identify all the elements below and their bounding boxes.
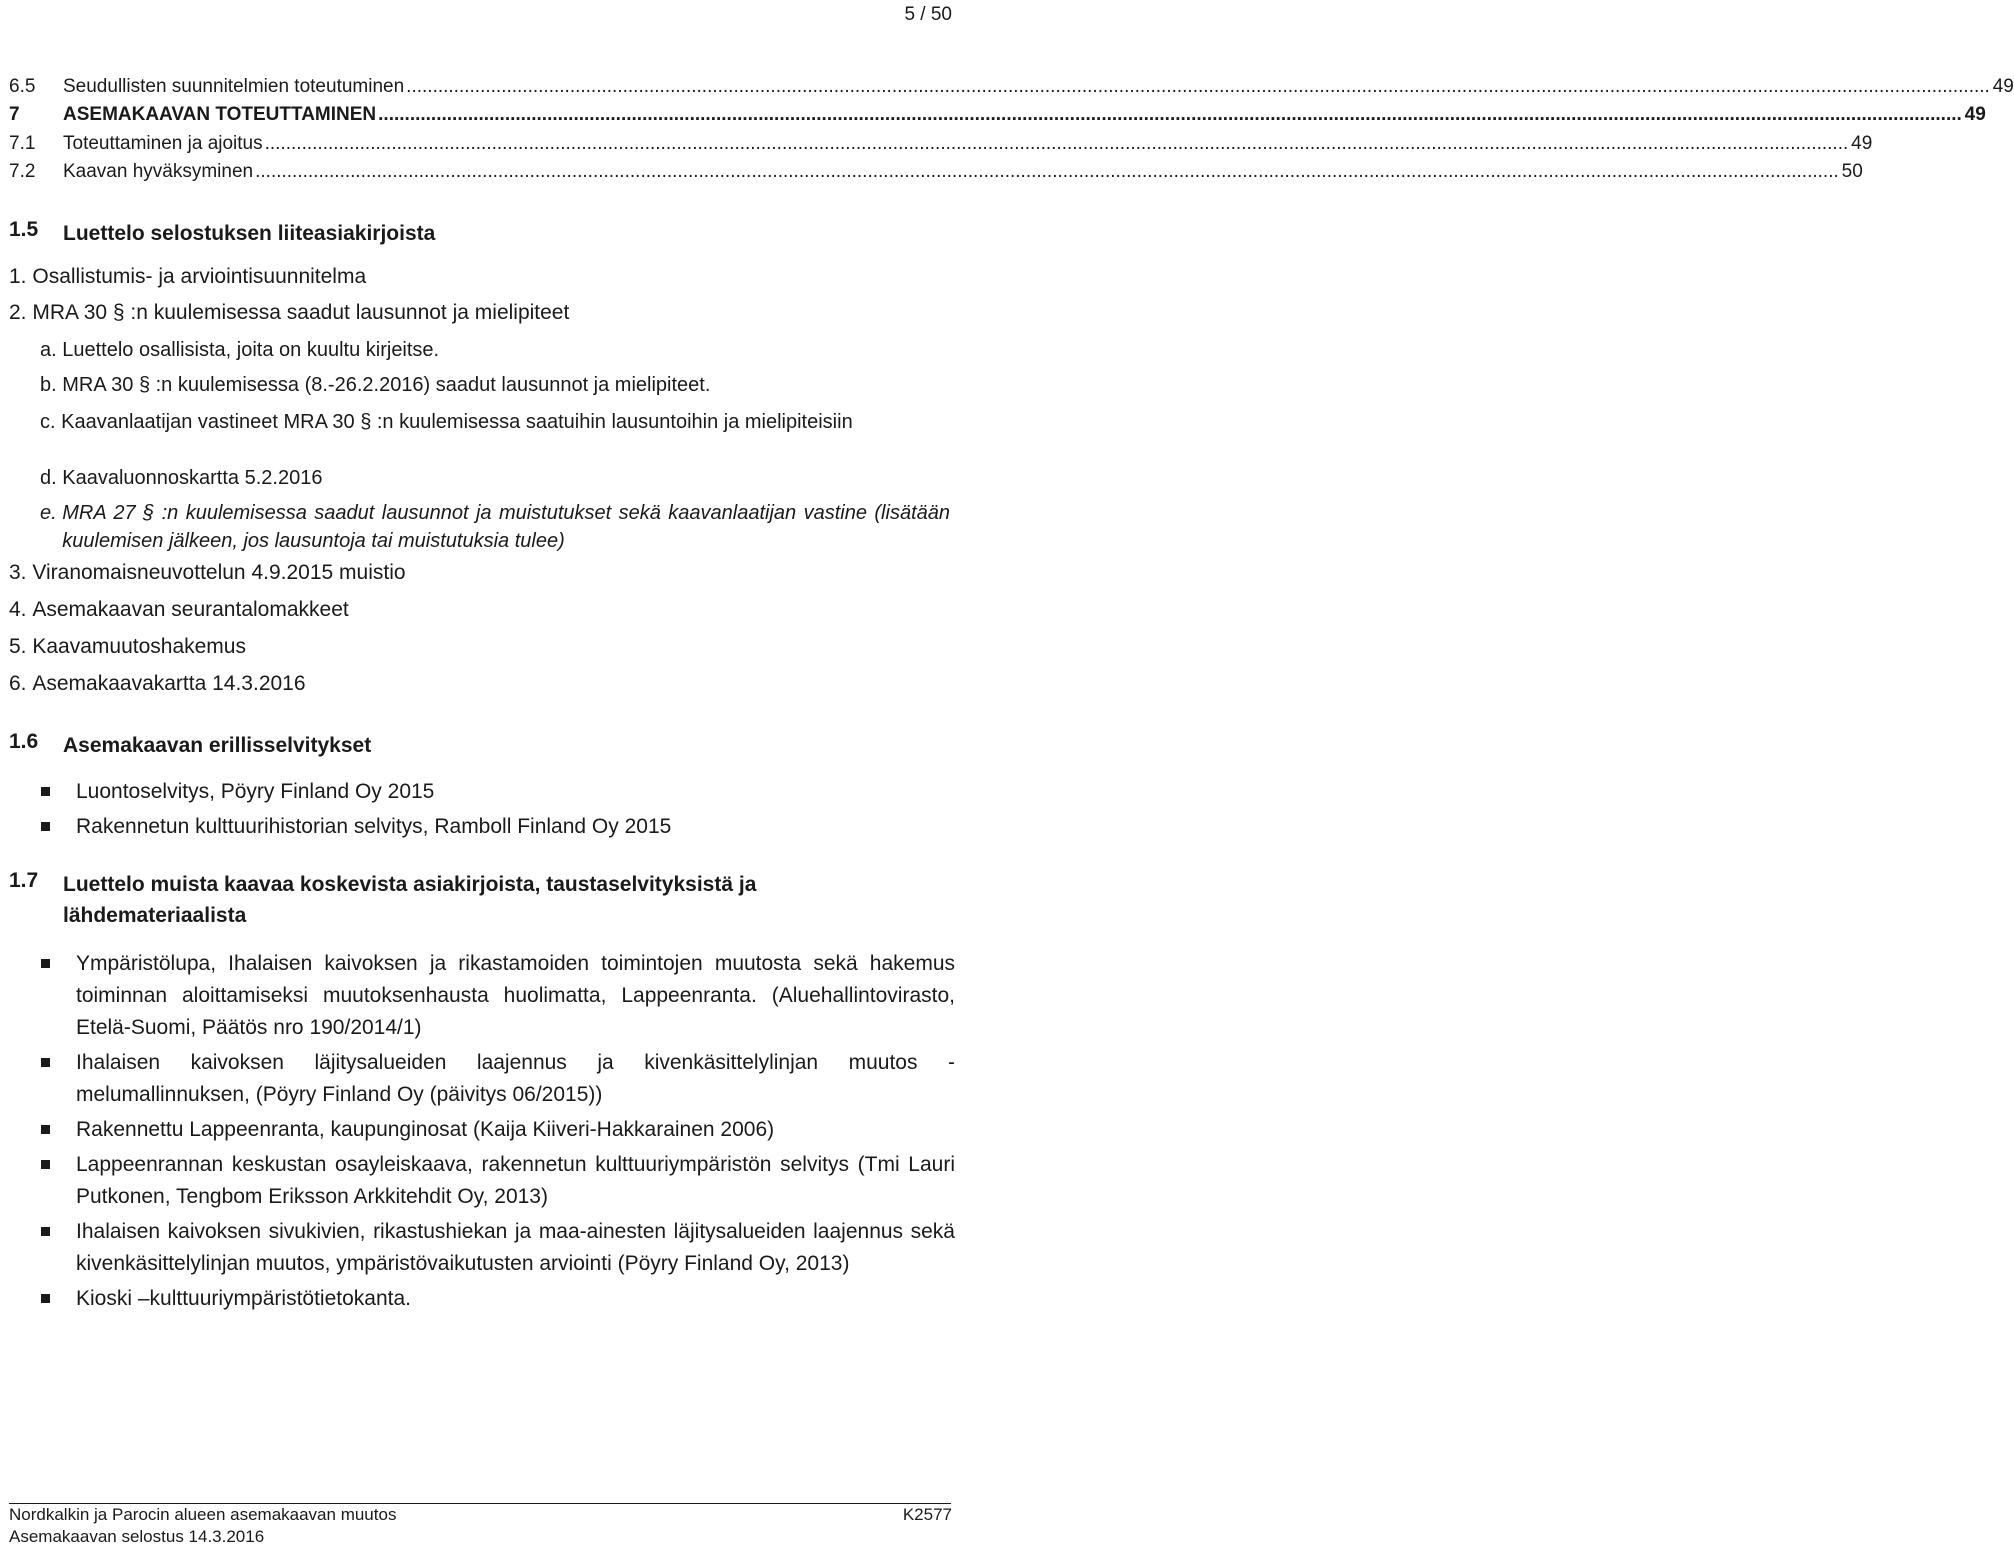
list-item: 1. Osallistumis- ja arviointisuunnitelma <box>9 265 367 288</box>
section-number: 1.5 <box>9 218 39 241</box>
toc-title: Seudullisten suunnitelmien toteutuminen <box>63 76 405 97</box>
list-item: Rakennetun kulttuurihistorian selvitys, Ramboll Finland Oy 2015 <box>40 811 955 843</box>
page-number: 5 / 50 <box>904 4 952 25</box>
list-item: 6. Asemakaavakartta 14.3.2016 <box>9 672 306 695</box>
bullet-list-studies <box>40 776 955 843</box>
list-item: 3. Viranomaisneuvottelun 4.9.2015 muistio <box>9 561 406 584</box>
toc-page: 49 <box>1851 132 1873 154</box>
bullet-square-icon <box>40 1047 76 1111</box>
bullet-list-references <box>40 948 955 1315</box>
toc-number: 7 <box>9 104 20 126</box>
footer-divider <box>9 1503 951 1504</box>
list-item: 2. MRA 30 § :n kuulemisessa saadut lausunnot ja mielipiteet <box>9 301 570 324</box>
toc-leader: ............................................................................................................................................................................................................................................................................................................ <box>255 160 1839 182</box>
list-item: Lappeenrannan keskustan osayleiskaava, rakennetun kulttuuriympäristön selvitys (Tmi Lauri Putkonen, Tengbom Eriksson Arkkitehdit Oy, 2013) <box>40 1149 955 1213</box>
section-heading-1-5 <box>9 218 943 249</box>
section-heading-1-7 <box>9 869 943 931</box>
bullet-square-icon <box>40 776 76 808</box>
section-number: 1.6 <box>9 730 39 753</box>
footer-document-date: Asemakaavan selostus 14.3.2016 <box>9 1527 265 1546</box>
section-title: Luettelo muista kaavaa koskevista asiakirjoista, taustaselvityksistä ja lähdemateriaalista <box>63 873 757 927</box>
toc-title: Toteuttaminen ja ajoitus <box>63 132 263 154</box>
attachment-list-continued <box>9 561 944 709</box>
toc-row[interactable] <box>9 132 1873 161</box>
bullet-square-icon <box>40 1149 76 1213</box>
list-item: d. Kaavaluonnoskartta 5.2.2016 <box>40 467 323 489</box>
footer-document-title: Nordkalkin ja Parocin alueen asemakaavan muutos <box>9 1505 397 1524</box>
footer-project-code: K2577 <box>902 1505 952 1524</box>
list-item: Kioski –kulttuuriympäristötietokanta. <box>40 1283 955 1315</box>
table-of-contents <box>9 76 2014 189</box>
list-item: a. Luettelo osallisista, joita on kuultu kirjeitse. <box>40 339 440 361</box>
toc-number: 7.2 <box>9 160 36 182</box>
toc-row[interactable] <box>9 160 1863 189</box>
list-item: b. MRA 30 § :n kuulemisessa (8.-26.2.2016) saadut lausunnot ja mielipiteet. <box>40 374 711 396</box>
toc-page: 50 <box>1841 160 1863 182</box>
list-item: Ympäristölupa, Ihalaisen kaivoksen ja rikastamoiden toimintojen muutosta sekä hakemus toiminnan aloittamiseksi muutoksenhausta huolimatta, Lappeenranta. (Aluehallintovirasto, Etelä-Suomi, Päätös nro 190/2014/1) <box>40 948 955 1044</box>
list-item: e. MRA 27 § :n kuulemisessa saadut lausunnot ja muistutukset sekä kaavanlaatijan vastine (lisätään kuulemisen jälkeen, jos lausuntoja tai muistutuksia tulee) <box>40 502 950 552</box>
bullet-square-icon <box>40 948 76 1044</box>
list-item: 5. Kaavamuutoshakemus <box>9 635 246 658</box>
toc-number: 6.5 <box>9 76 36 97</box>
bullet-square-icon <box>40 1283 76 1315</box>
list-item: Ihalaisen kaivoksen läjitysalueiden laajennus ja kivenkäsittelylinjan muutos - melumallinnuksen, (Pöyry Finland Oy (päivitys 06/2015)) <box>40 1047 955 1111</box>
list-item: Ihalaisen kaivoksen sivukivien, rikastushiekan ja maa-ainesten läjitysalueiden laajennus sekä kivenkäsittelylinjan muutos, ympäristövaikutusten arviointi (Pöyry Finland Oy, 2013) <box>40 1216 955 1280</box>
bullet-square-icon <box>40 811 76 843</box>
list-item: 4. Asemakaavan seurantalomakkeet <box>9 598 349 621</box>
list-item: c. Kaavanlaatijan vastineet MRA 30 § :n kuulemisessa saatuihin lausuntoihin ja mielipiteisiin <box>40 411 853 433</box>
footer-row-1 <box>9 1505 952 1525</box>
toc-page: 49 <box>1964 104 1986 126</box>
footer-row-2 <box>9 1527 952 1547</box>
bullet-square-icon <box>40 1216 76 1280</box>
toc-leader: ............................................................................................................................................................................................................................................................................................................ <box>378 104 1962 126</box>
toc-title: Kaavan hyväksyminen <box>63 160 254 182</box>
toc-row[interactable] <box>9 104 1986 132</box>
toc-number: 7.1 <box>9 132 36 154</box>
section-number: 1.7 <box>9 869 39 892</box>
bullet-square-icon <box>40 1114 76 1146</box>
toc-title: ASEMAKAAVAN TOTEUTTAMINEN <box>63 104 377 126</box>
section-title: Luettelo selostuksen liiteasiakirjoista <box>63 222 436 245</box>
list-item: Luontoselvitys, Pöyry Finland Oy 2015 <box>40 776 955 808</box>
section-title: Asemakaavan erillisselvitykset <box>63 734 372 757</box>
attachment-sublist <box>40 339 950 559</box>
toc-page: 49 <box>1992 76 2014 97</box>
toc-leader: ............................................................................................................................................................................................................................................................................................................ <box>406 76 1990 97</box>
attachment-list <box>9 265 944 339</box>
toc-row[interactable] <box>9 76 2014 104</box>
toc-leader: ............................................................................................................................................................................................................................................................................................................ <box>264 132 1849 154</box>
section-heading-1-6 <box>9 730 943 761</box>
list-item: Rakennettu Lappeenranta, kaupunginosat (Kaija Kiiveri-Hakkarainen 2006) <box>40 1114 955 1146</box>
